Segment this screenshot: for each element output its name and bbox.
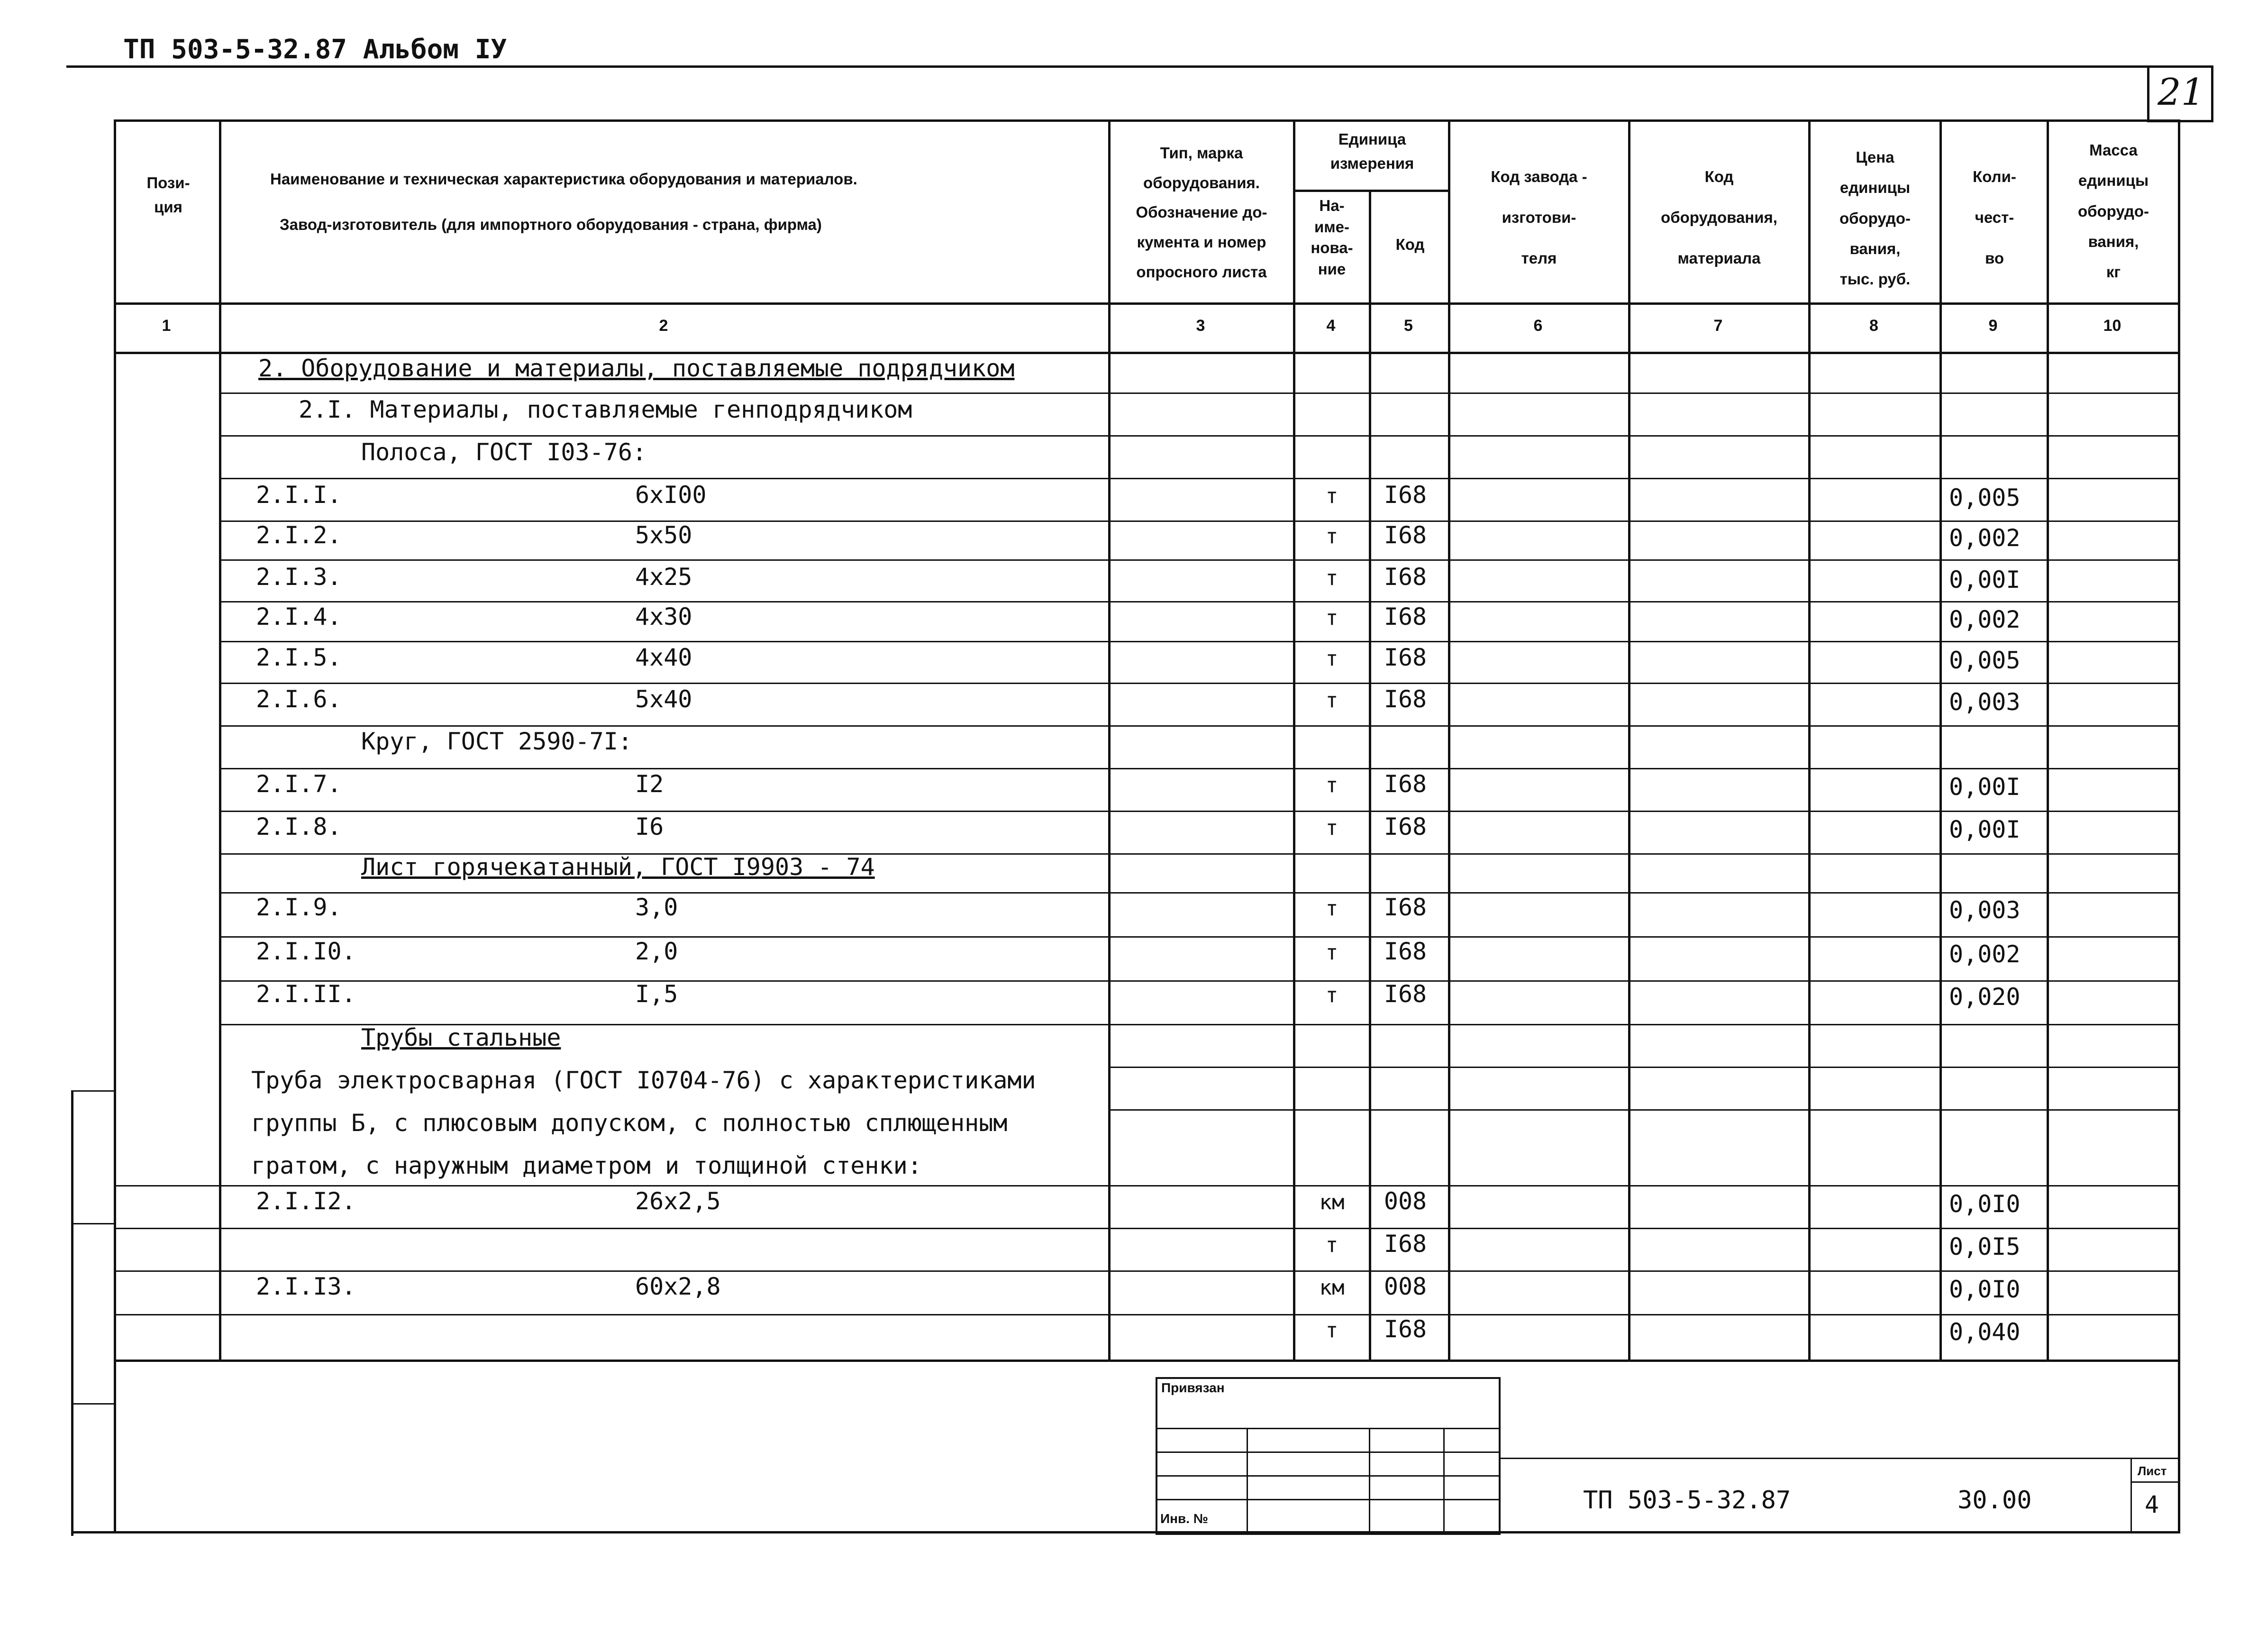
row-size: 26x2,5 [635, 1187, 721, 1215]
col-number-3: 3 [1196, 317, 1205, 335]
row-unit: т [1325, 606, 1338, 630]
row-position: 2.I.9. [256, 894, 342, 921]
col-border-7 [1808, 119, 1811, 1360]
row-rule [1108, 1109, 2179, 1111]
row-quantity: 0,003 [1949, 896, 2021, 924]
stamp-inv-no: Инв. № [1160, 1511, 1209, 1526]
stamp-rule [1156, 1428, 1499, 1429]
row-name: Трубы стальные [361, 1024, 561, 1051]
row-position: 2.I.II. [256, 980, 356, 1008]
page-right-border [2178, 1360, 2180, 1533]
row-position: 2.I.5. [256, 644, 342, 671]
col-header-unit-group: Единица измерения [1330, 130, 1414, 173]
row-unit-code: I68 [1384, 521, 1427, 549]
row-quantity: 0,040 [1949, 1318, 2021, 1346]
row-rule [219, 768, 2179, 769]
col-header-name-line1: Наименование и техническая характеристика оборудования и материалов. [270, 170, 857, 188]
row-name: Полоса, ГОСТ I03-76: [361, 438, 647, 466]
row-unit-code: I68 [1384, 644, 1427, 671]
row-quantity: 0,002 [1949, 606, 2021, 633]
col-number-7: 7 [1713, 317, 1723, 335]
row-unit: т [1325, 940, 1338, 965]
row-unit: т [1325, 1233, 1338, 1257]
col-number-9: 9 [1988, 317, 1998, 335]
footer-doc-code: ТП 503-5-32.87 [1583, 1486, 1791, 1515]
col-border-10 [2178, 119, 2180, 1360]
stamp-rule [1443, 1428, 1445, 1531]
row-unit-code: I68 [1384, 603, 1427, 630]
col-header-quantity: Коли- чест- во [1973, 168, 2016, 267]
col-border-4 [1369, 191, 1371, 1360]
table-top-border [114, 119, 2180, 122]
margin-rule [71, 1403, 115, 1405]
row-unit: т [1325, 773, 1338, 797]
row-size: I6 [635, 813, 664, 840]
row-rule [114, 1314, 2179, 1315]
row-rule [114, 1185, 2179, 1187]
row-size: 6xI00 [635, 481, 707, 509]
row-unit-code: I68 [1384, 1315, 1427, 1343]
row-size: I2 [635, 770, 664, 798]
row-name: 2. Оборудование и материалы, поставляемые подрядчиком [258, 355, 1015, 382]
stamp-rule [1156, 1451, 1499, 1453]
row-unit-code: 008 [1384, 1273, 1427, 1300]
stamp-rule [1156, 1499, 1499, 1500]
row-quantity: 0,002 [1949, 940, 2021, 968]
row-rule [219, 811, 2179, 812]
row-name: гратом, с наружным диаметром и толщиной стенки: [251, 1152, 922, 1179]
list-box-divider [2130, 1458, 2132, 1533]
margin-strip-left [71, 1090, 73, 1536]
col-header-plant-code: Код завода - изготови- теля [1491, 168, 1587, 267]
row-size: 2,0 [635, 938, 678, 965]
row-rule [219, 559, 2179, 561]
margin-rule [71, 1223, 115, 1224]
col-number-8: 8 [1869, 317, 1878, 335]
list-label: Лист [2138, 1464, 2167, 1478]
col-number-5: 5 [1404, 317, 1413, 335]
row-rule [114, 1270, 2179, 1272]
row-unit: км [1319, 1190, 1345, 1214]
row-size: 4x40 [635, 644, 692, 671]
row-rule [219, 892, 2179, 894]
row-size: 5x50 [635, 521, 692, 549]
col-border-5 [1448, 119, 1450, 1360]
row-unit-code: I68 [1384, 1230, 1427, 1258]
row-rule [219, 520, 2179, 522]
row-rule [1108, 1067, 2179, 1068]
col-border-3 [1293, 119, 1295, 1360]
row-unit: т [1325, 1318, 1338, 1342]
row-position: 2.I.I. [256, 481, 342, 509]
col-number-10: 10 [2103, 317, 2121, 335]
row-size: 4x30 [635, 603, 692, 630]
row-size: 60x2,8 [635, 1273, 721, 1300]
row-position: 2.I.I3. [256, 1273, 356, 1300]
col-header-equipment-code: Код оборудования, материала [1661, 168, 1777, 267]
row-name: группы Б, с плюсовым допуском, с полностью сплющенным [251, 1109, 1008, 1137]
row-quantity: 0,020 [1949, 983, 2021, 1011]
col-header-type: Тип, марка оборудования. Обозначение до- кумента и номер опросного листа [1136, 144, 1267, 281]
row-unit: т [1325, 524, 1338, 548]
row-quantity: 0,005 [1949, 484, 2021, 511]
row-size: 3,0 [635, 894, 678, 921]
col-header-price: Цена единицы оборудо- вания, тыс. руб. [1839, 148, 1911, 288]
col-number-1: 1 [162, 317, 171, 335]
row-unit: т [1325, 484, 1338, 508]
row-position: 2.I.8. [256, 813, 342, 840]
row-unit-code: I68 [1384, 481, 1427, 509]
row-unit-code: I68 [1384, 938, 1427, 965]
row-quantity: 0,005 [1949, 647, 2021, 674]
row-quantity: 0,0I5 [1949, 1233, 2021, 1260]
list-value: 4 [2145, 1491, 2159, 1518]
col-header-unit-name: На- име- нова- ние [1311, 197, 1353, 278]
stamp-rule [1369, 1428, 1370, 1531]
row-position: 2.I.I2. [256, 1187, 356, 1215]
stamp-rule [1247, 1428, 1248, 1531]
row-unit-code: 008 [1384, 1187, 1427, 1215]
row-quantity: 0,0I0 [1949, 1190, 2021, 1218]
row-rule [219, 478, 2179, 479]
row-unit: т [1325, 896, 1338, 921]
row-unit: т [1325, 816, 1338, 840]
row-rule [219, 683, 2179, 684]
row-position: 2.I.7. [256, 770, 342, 798]
col-header-unit-code: Код [1395, 236, 1425, 253]
row-name: Круг, ГОСТ 2590-7I: [361, 728, 632, 755]
row-unit-code: I68 [1384, 685, 1427, 713]
row-quantity: 0,00I [1949, 566, 2021, 593]
row-rule [219, 725, 2179, 727]
row-rule [219, 936, 2179, 938]
row-quantity: 0,003 [1949, 688, 2021, 716]
row-unit: км [1319, 1276, 1345, 1300]
row-rule [219, 435, 2179, 437]
col-header-mass: Масса единицы оборудо- вания, кг [2077, 141, 2149, 281]
row-unit-code: I68 [1384, 980, 1427, 1008]
list-box-rule [2130, 1481, 2179, 1483]
row-position: 2.I.4. [256, 603, 342, 630]
col-number-6: 6 [1533, 317, 1543, 335]
row-unit-code: I68 [1384, 563, 1427, 591]
footer-sheet-code: 30.00 [1957, 1486, 2032, 1515]
col-border-2 [1108, 119, 1111, 1360]
col-border-6 [1628, 119, 1630, 1360]
row-rule [114, 1228, 2179, 1229]
row-position: 2.I.2. [256, 521, 342, 549]
row-size: 5x40 [635, 685, 692, 713]
col-border-9 [2047, 119, 2049, 1360]
colnum-bottom-border [114, 352, 2180, 354]
table-bottom-border [114, 1360, 2180, 1362]
row-rule [219, 641, 2179, 642]
col-border-1 [219, 119, 221, 1360]
stamp-privyazan: Привязан [1161, 1380, 1225, 1395]
row-unit: т [1325, 688, 1338, 712]
row-size: 4x25 [635, 563, 692, 591]
row-name: Труба электросварная (ГОСТ I0704-76) с характеристиками [251, 1067, 1036, 1094]
row-unit: т [1325, 566, 1338, 590]
row-quantity: 0,0I0 [1949, 1276, 2021, 1303]
row-rule [219, 980, 2179, 982]
row-name: 2.I. Материалы, поставляемые генподрядчиком [299, 396, 912, 423]
title-block-rule [1499, 1458, 2179, 1459]
page-bottom-border [71, 1531, 2180, 1533]
unit-group-divider [1293, 190, 1450, 192]
row-quantity: 0,00I [1949, 773, 2021, 801]
row-unit: т [1325, 983, 1338, 1007]
row-name: Лист горячекатанный, ГОСТ I9903 - 74 [361, 853, 875, 881]
row-unit: т [1325, 647, 1338, 671]
document-title: ТП 503-5-32.87 Альбом IУ [123, 34, 507, 65]
row-position: 2.I.6. [256, 685, 342, 713]
row-quantity: 0,002 [1949, 524, 2021, 552]
row-unit-code: I68 [1384, 770, 1427, 798]
col-header-position: Пози- ция [146, 174, 190, 216]
margin-rule [71, 1090, 115, 1092]
col-number-4: 4 [1326, 317, 1336, 335]
row-position: 2.I.3. [256, 563, 342, 591]
col-number-2: 2 [659, 317, 668, 335]
row-quantity: 0,00I [1949, 816, 2021, 843]
row-size: I,5 [635, 980, 678, 1008]
row-unit-code: I68 [1384, 894, 1427, 921]
row-rule [219, 392, 2179, 394]
top-rule [66, 65, 2209, 68]
row-unit-code: I68 [1384, 813, 1427, 840]
header-bottom-border [114, 302, 2180, 305]
col-header-name-line2: Завод-изготовитель (для импортного оборудования - страна, фирма) [280, 216, 822, 233]
row-rule [219, 601, 2179, 602]
sheet-number: 21 [2158, 71, 2205, 114]
stamp-rule [1156, 1475, 1499, 1477]
col-border-8 [1939, 119, 1942, 1360]
row-position: 2.I.I0. [256, 938, 356, 965]
